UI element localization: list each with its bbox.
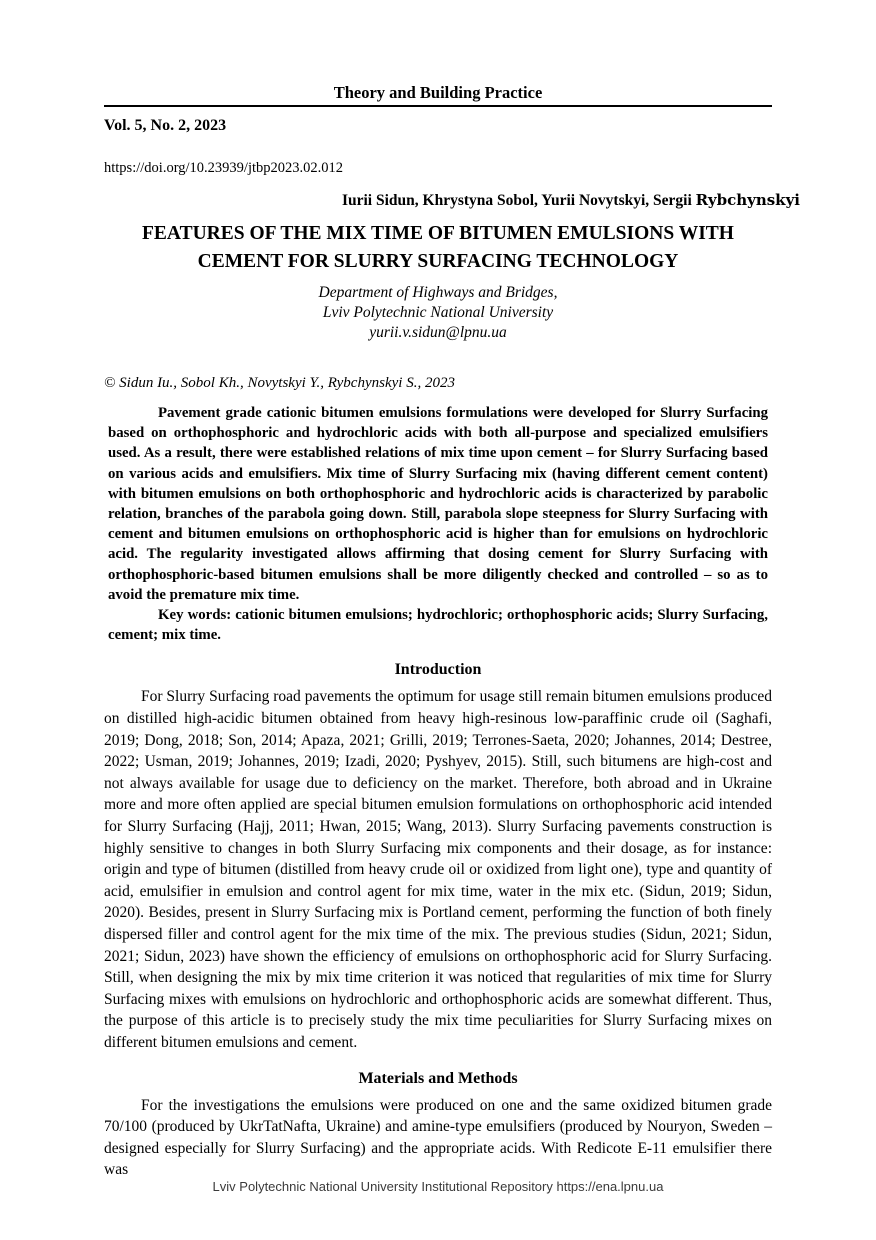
journal-title: Theory and Building Practice: [333, 83, 543, 102]
section-heading-introduction: Introduction: [394, 661, 482, 679]
paper-title-line-2: CEMENT FOR SLURRY SURFACING TECHNOLOGY: [197, 251, 679, 272]
section-heading-materials-and-methods: Materials and Methods: [358, 1069, 518, 1087]
affiliation-email: yurii.v.sidun@lpnu.ua: [369, 324, 507, 341]
authors-names: Iurii Sidun, Khrystyna Sobol, Yurii Novytskyi, Sergii: [341, 192, 696, 209]
volume-issue: Vol. 5, No. 2, 2023: [104, 117, 227, 134]
paper-title: [104, 220, 772, 276]
abstract-block: [108, 403, 768, 645]
materials-and-methods-paragraph: For the investigations the emulsions were produced on one and the same oxidized bitumen grade 70/100 (produced by UkrTatNafta, Ukraine) and amine-type emulsifiers (produced by Nouryon, Sweden – designed especially for Slurry Surfacing) and the appropriate acids. With Redicote E-11 emulsifier there was: [104, 1096, 772, 1179]
doi-link: https://doi.org/10.23939/jtbp2023.02.012: [104, 160, 343, 176]
authors-line: [104, 190, 800, 211]
affiliation-department: Department of Highways and Bridges,: [318, 284, 558, 301]
abstract-text: Pavement grade cationic bitumen emulsions formulations were developed for Slurry Surfacing based on orthophosphoric and hydrochloric acids with both all-purpose and specialized emulsifiers used. As a result, there were established relations of mix time upon cement – for Slurry Surfacing based on various acids and emulsifiers. Mix time of Slurry Surfacing mix (having different cement content) with bitumen emulsions on both orthophosphoric and hydrochloric acids is characterized by parabolic relation, branches of the parabola going down. Still, parabola slope steepness for Slurry Surfacing with cement and bitumen emulsions on orthophosphoric acid is higher than for emulsions on hydrochloric acid. The regularity investigated allows affirming that dosing cement for Slurry Surfacing with orthophosphoric-based bitumen emulsions shall be more diligently checked and controlled – so as to avoid the premature mix time.: [108, 405, 768, 603]
repository-footer: Lviv Polytechnic National University Institutional Repository https://ena.lpnu.ua: [212, 1179, 664, 1194]
affiliation-block: [104, 283, 772, 343]
copyright-notice: © Sidun Iu., Sobol Kh., Novytskyi Y., Rybchynskyi S., 2023: [104, 375, 455, 391]
paper-page: [104, 0, 800, 1181]
affiliation-university: Lviv Polytechnic National University: [322, 304, 554, 321]
paper-title-line-1: FEATURES OF THE MIX TIME OF BITUMEN EMULSIONS WITH: [142, 223, 734, 244]
header-divider: [104, 105, 772, 107]
author-last-name: Rybchynskyi: [695, 191, 800, 209]
keywords-text: Key words: cationic bitumen emulsions; hydrochloric; orthophosphoric acids; Slurry Surfacing, cement; mix time.: [108, 607, 768, 644]
introduction-paragraph: For Slurry Surfacing road pavements the optimum for usage still remain bitumen emulsions produced on distilled high-acidic bitumen obtained from heavy high-resinous low-paraffinic crude oil (Saghafi, 2019; Dong, 2018; Son, 2014; Apaza, 2021; Grilli, 2019; Terrones-Saeta, 2020; Johannes, 2014; Destree, 2022; Usman, 2019; Johannes, 2019; Izadi, 2020; Pyshyev, 2015). Still, such bitumens are high-cost and not always available for usage due to deficiency on the market. Therefore, both abroad and in Ukraine more and more often applied are special bitumen emulsion formulations on orthophosphoric acid intended for Slurry Surfacing (Hajj, 2011; Hwan, 2015; Wang, 2013). Slurry Surfacing pavements construction is highly sensitive to changes in both Slurry Surfacing mix components and their dosage, as for instance: origin and type of bitumen (distilled from heavy crude oil or oxidized from light one), type and quantity of acid, emulsifier in emulsion and control agent for mix time, water in the mix etc. (Sidun, 2019; Sidun, 2020). Besides, present in Slurry Surfacing mix is Portland cement, performing the function of both finely dispersed filler and control agent for the mix time of the mix. The previous studies (Sidun, 2021; Sidun, 2021; Sidun, 2023) have shown the efficiency of emulsions on orthophosphoric acid for Slurry Surfacing. Still, when designing the mix by mix time criterion it was noticed that regularities of mix time for Slurry Surfacing mixes with emulsions on hydrochloric and orthophosphoric acids are somewhat different. Thus, the purpose of this article is to precisely study the mix time peculiarities for Slurry Surfacing mixes on different bitumen emulsions and cement.: [104, 688, 772, 1051]
